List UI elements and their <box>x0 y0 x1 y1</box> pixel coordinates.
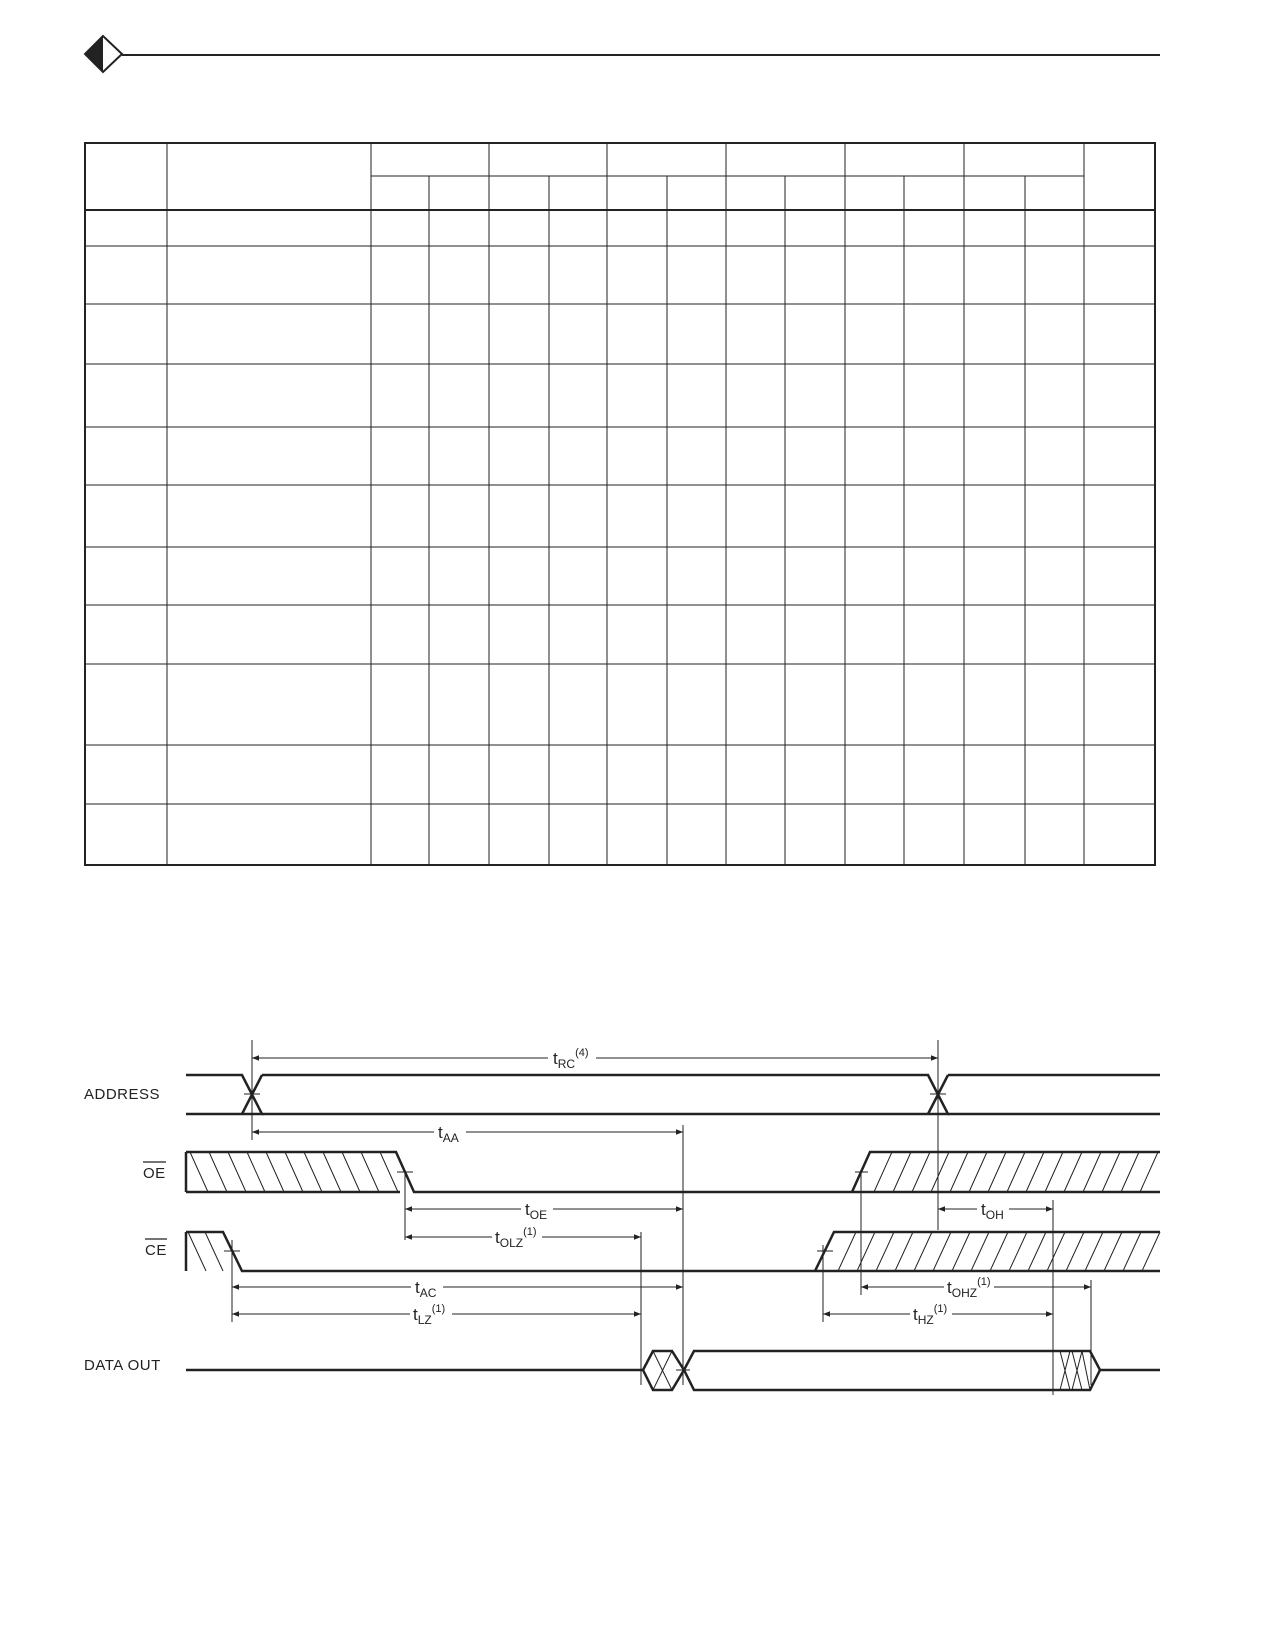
hatch-line <box>1064 1152 1082 1192</box>
svg-text:tOH: $t_{OH}$ <box>981 1200 1004 1222</box>
hatch-line <box>893 1152 911 1192</box>
hatch-line <box>1142 1232 1160 1271</box>
hatch-line <box>895 1232 913 1271</box>
signal-label-oe <box>143 1162 166 1182</box>
toe-label <box>521 1197 553 1222</box>
timing-labels <box>410 1044 1009 1327</box>
hatch-line <box>1066 1232 1084 1271</box>
hatch-line <box>323 1152 341 1192</box>
reference-lines <box>224 1040 1091 1395</box>
hatch-line <box>304 1152 322 1192</box>
hatch-line <box>912 1152 930 1192</box>
hatch-line <box>228 1152 246 1192</box>
signal-label-ce <box>145 1239 167 1259</box>
hatch-line <box>1026 1152 1044 1192</box>
hatch-line <box>914 1232 932 1271</box>
hatch-line <box>857 1232 875 1271</box>
ce-waveform <box>186 1232 1160 1271</box>
hatch-line <box>1121 1152 1139 1192</box>
svg-text:tAC: $t_{AC}$ <box>415 1278 437 1300</box>
read-cycle-timing-diagram <box>0 1020 1275 1420</box>
hatch-line <box>838 1232 856 1271</box>
address-waveform <box>186 1075 1160 1114</box>
hatch-line <box>247 1152 265 1192</box>
hatch-line <box>990 1232 1008 1271</box>
hatch-line <box>380 1152 398 1192</box>
svg-text:tOE: $t_{OE}$ <box>525 1200 548 1222</box>
hatch-line <box>988 1152 1006 1192</box>
svg-text:tHZ(1): $t_{HZ}^{(1)}$ <box>913 1303 948 1327</box>
hatch-line <box>1045 1152 1063 1192</box>
page-header <box>0 0 1275 100</box>
tac-label <box>411 1275 443 1300</box>
hatch-line <box>188 1232 206 1271</box>
tolz-label <box>492 1225 542 1250</box>
hatch-line <box>190 1152 208 1192</box>
svg-text:OE: OE <box>143 1165 166 1182</box>
svg-text:tRC(4): $t_{RC}^{(4)}$ <box>553 1047 589 1071</box>
hatch-line <box>950 1152 968 1192</box>
hatch-line <box>1102 1152 1120 1192</box>
signal-label-data-out: DATA OUT <box>84 1357 161 1374</box>
svg-text:tOHZ(1): $t_{OHZ}^{(1)}$ <box>947 1276 991 1300</box>
hatch-line <box>361 1152 379 1192</box>
diamond-logo-icon <box>85 36 122 72</box>
hatch-line <box>205 1232 223 1271</box>
svg-text:tOLZ(1): $t_{OLZ}^{(1)}$ <box>495 1226 537 1250</box>
tohz-label <box>944 1275 994 1300</box>
data-out-waveform <box>186 1351 1160 1390</box>
signal-label-address: ADDRESS <box>84 1086 161 1103</box>
hatch-line <box>931 1152 949 1192</box>
hatch-line <box>933 1232 951 1271</box>
thz-label <box>910 1302 952 1327</box>
hatch-line <box>266 1152 284 1192</box>
svg-text:tAA: $t_{AA}$ <box>438 1123 459 1145</box>
hatch-line <box>1123 1232 1141 1271</box>
tlz-label <box>410 1302 452 1327</box>
hatch-line <box>874 1152 892 1192</box>
taa-label <box>434 1120 466 1145</box>
hatch-line <box>952 1232 970 1271</box>
hatch-line <box>1009 1232 1027 1271</box>
hatch-line <box>1104 1232 1122 1271</box>
trc-label <box>548 1044 596 1071</box>
svg-text:CE: CE <box>145 1242 167 1259</box>
parameter-table <box>84 142 1156 866</box>
hatch-line <box>1140 1152 1158 1192</box>
svg-text:tLZ(1): $t_{LZ}^{(1)}$ <box>413 1303 446 1327</box>
hatch-line <box>876 1232 894 1271</box>
hatch-line <box>1028 1232 1046 1271</box>
hatch-line <box>1047 1232 1065 1271</box>
hatch-line <box>971 1232 989 1271</box>
hatch-line <box>285 1152 303 1192</box>
oe-waveform <box>186 1152 1160 1192</box>
hatch-line <box>1085 1232 1103 1271</box>
hatch-line <box>1083 1152 1101 1192</box>
hatch-line <box>969 1152 987 1192</box>
toh-label <box>977 1197 1009 1222</box>
hatch-line <box>342 1152 360 1192</box>
hatch-line <box>1007 1152 1025 1192</box>
hatch-line <box>209 1152 227 1192</box>
table-border <box>85 143 1155 865</box>
